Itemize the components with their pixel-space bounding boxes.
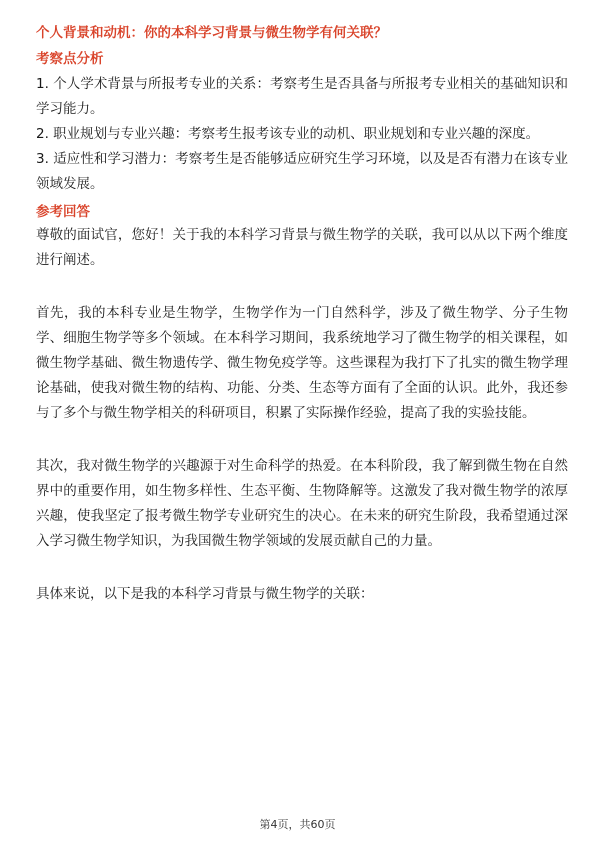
analysis-point-2: 2. 职业规划与专业兴趣：考察考生报考该专业的动机、职业规划和专业兴趣的深度。: [36, 126, 540, 142]
answer-paragraph-3: 其次，我对微生物学的兴趣源于对生命科学的热爱。在本科阶段，我了解到微生物在自然界中的重要作用，如生物多样性、生态平衡、生物降解等。这激发了我对微生物学的浓厚兴趣，使我坚定了报考微生物学专业研究生的决心。在未来的研究生阶段，我希望通过深入学习微生物学知识，为我国微生物学领域的发展贡献自己的力量。: [36, 458, 568, 549]
answer-paragraph-2: 首先，我的本科专业是生物学，生物学作为一门自然科学，涉及了微生物学、分子生物学、细胞生物学等多个领域。在本科学习期间，我系统地学习了微生物学的相关课程，如微生物学基础、微生物遗传学、微生物免疫学等。这些课程为我打下了扎实的微生物学理论基础，使我对微生物的结构、功能、分类、生态等方面有了全面的认识。此外，我还参与了多个与微生物学相关的科研项目，积累了实际操作经验，提高了我的实验技能。: [36, 305, 568, 421]
spacer: [36, 554, 568, 582]
answer-heading: 参考回答: [36, 204, 90, 220]
analysis-point-3: 3. 适应性和学习潜力：考察考生是否能够适应研究生学习环境，以及是否有潜力在该专业领域发展。: [36, 151, 568, 192]
answer-paragraph-1: 尊敬的面试官，您好！关于我的本科学习背景与微生物学的关联，我可以从以下两个维度进行阐述。: [36, 227, 568, 268]
page-number-footer: 第4页，共60页: [259, 818, 336, 831]
answer-paragraph-4: 具体来说，以下是我的本科学习背景与微生物学的关联：: [36, 586, 374, 602]
spacer: [36, 273, 568, 301]
page-content: [36, 22, 568, 607]
analysis-point-1: 1. 个人学术背景与所报考专业的关系：考察考生是否具备与所报考专业相关的基础知识和学习能力。: [36, 76, 568, 117]
spacer: [36, 426, 568, 454]
analysis-heading: 考察点分析: [36, 51, 104, 67]
question-title: 个人背景和动机：你的本科学习背景与微生物学有何关联？: [36, 25, 387, 41]
